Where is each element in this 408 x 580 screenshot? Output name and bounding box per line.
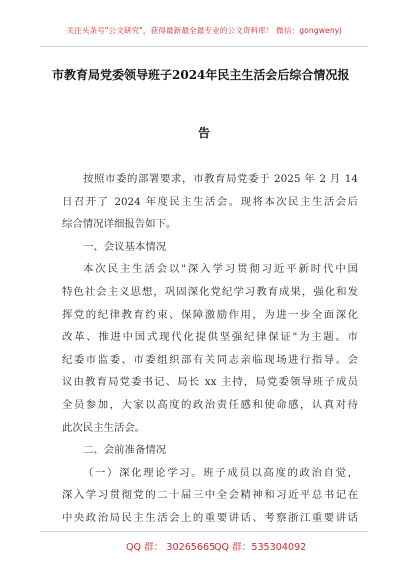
body-line: 按照市委的部署要求，市教育局党委于 2025 年 2 月 14 [83, 173, 358, 185]
body-line: 议由教育局党委书记、局长 xx 主持，局党委领导班子成员 [62, 376, 358, 389]
body-line: 改革、推进中国式现代化提供坚强纪律保证"为主题。市 [62, 331, 358, 344]
body-line: 本次民主生活会以"深入学习贯彻习近平新时代中国 [83, 263, 358, 276]
body-line: 中央政治局民主生活会上的重要讲话、考察浙江重要讲话 [62, 511, 358, 524]
footer-divider [40, 531, 368, 532]
title-line-1: 市教育局党委领导班子2024年民主生活会后综合情况报 [52, 68, 350, 82]
body-line: 日召开了 2024 年度民主生活会。现将本次民主生活会后 [62, 195, 358, 208]
header-banner: 关注头条号"公文研究"，获得最新最全最专业的公文资料库！ 微信：gongwenyj [66, 26, 342, 35]
header-divider [40, 46, 368, 47]
body-line: 二、会前准备情况 [83, 444, 167, 457]
title-line-2: 告 [197, 126, 210, 140]
body-line: 纪委市监委、市委组织部有关同志亲临现场进行指导。会 [62, 353, 358, 366]
document-title [52, 62, 356, 146]
footer-qq-group-1: QQ 群： 30265665 [126, 542, 216, 553]
body-line: 特色社会主义思想，巩固深化党纪学习教育成果，强化和发 [62, 285, 358, 298]
footer-qq-group-2: QQ 群：535304092 [214, 542, 307, 553]
body-line: 一、会议基本情况 [83, 240, 167, 253]
body-line: （一）深化理论学习。班子成员以高度的政治自觉， [83, 466, 358, 479]
body-line: 挥党的纪律教育约束、保障激励作用，为进一步全面深化 [62, 308, 358, 321]
body-line: 全员参加，大家以高度的政治责任感和使命感，认真对待 [62, 398, 358, 411]
body-line: 深入学习贯彻党的二十届三中全会精神和习近平总书记在 [62, 489, 358, 502]
body-line: 综合情况详细报告如下。 [62, 218, 177, 231]
body-line: 此次民主生活会。 [62, 421, 146, 434]
document-body [62, 168, 358, 530]
